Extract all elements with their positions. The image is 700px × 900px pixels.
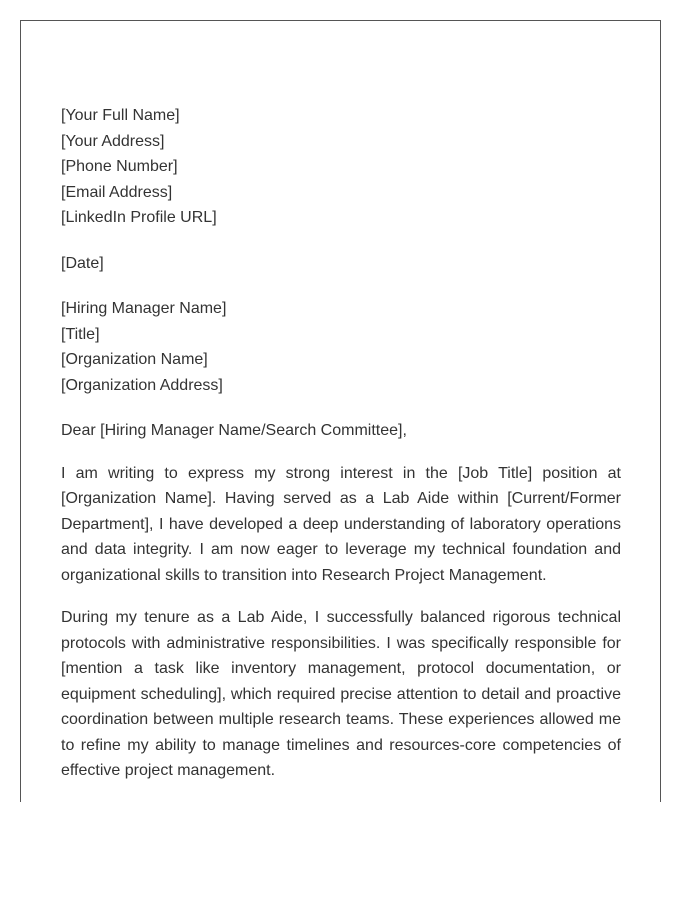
sender-address: [Your Address] bbox=[61, 132, 165, 150]
letter-date: [Date] bbox=[61, 254, 104, 272]
body-paragraph-2: During my tenure as a Lab Aide, I successfully balanced rigorous technical protocols with administrative responsibilities. I was specifically responsible for [mention a task like inventory management, protocol documentation, or equipment scheduling], which required precise attention to detail and proactive coordination between multiple research teams. These experiences allowed me to refine my ability to manage timelines and resources-core competencies of effective project management. bbox=[61, 609, 621, 779]
spacer bbox=[61, 231, 621, 251]
recipient-title: [Title] bbox=[61, 325, 100, 343]
recipient-name: [Hiring Manager Name] bbox=[61, 300, 227, 317]
recipient-organization: [Organization Name] bbox=[61, 351, 208, 368]
spacer bbox=[61, 588, 621, 605]
recipient-address: [Organization Address] bbox=[61, 376, 223, 394]
sender-block bbox=[61, 103, 621, 231]
sender-name: [Your Full Name] bbox=[61, 107, 180, 124]
body-paragraph-1: I am writing to express my strong interest in the [Job Title] position at [Organization Name]. Having served as a Lab Aide within [Current/Former Department], I have developed a deep understanding of laboratory operations and data integrity. I am now eager to leverage my technical foundation and organizational skills to transition into Research Project Management. bbox=[61, 464, 621, 584]
letter-page bbox=[20, 20, 661, 802]
date-block bbox=[61, 251, 621, 277]
spacer bbox=[61, 276, 621, 296]
spacer bbox=[61, 444, 621, 461]
letter-content bbox=[61, 103, 621, 784]
salutation: Dear [Hiring Manager Name/Search Committee], bbox=[61, 422, 407, 439]
sender-linkedin: [LinkedIn Profile URL] bbox=[61, 209, 217, 226]
recipient-block bbox=[61, 296, 621, 398]
sender-email: [Email Address] bbox=[61, 183, 173, 201]
sender-phone: [Phone Number] bbox=[61, 158, 178, 175]
spacer bbox=[61, 398, 621, 418]
